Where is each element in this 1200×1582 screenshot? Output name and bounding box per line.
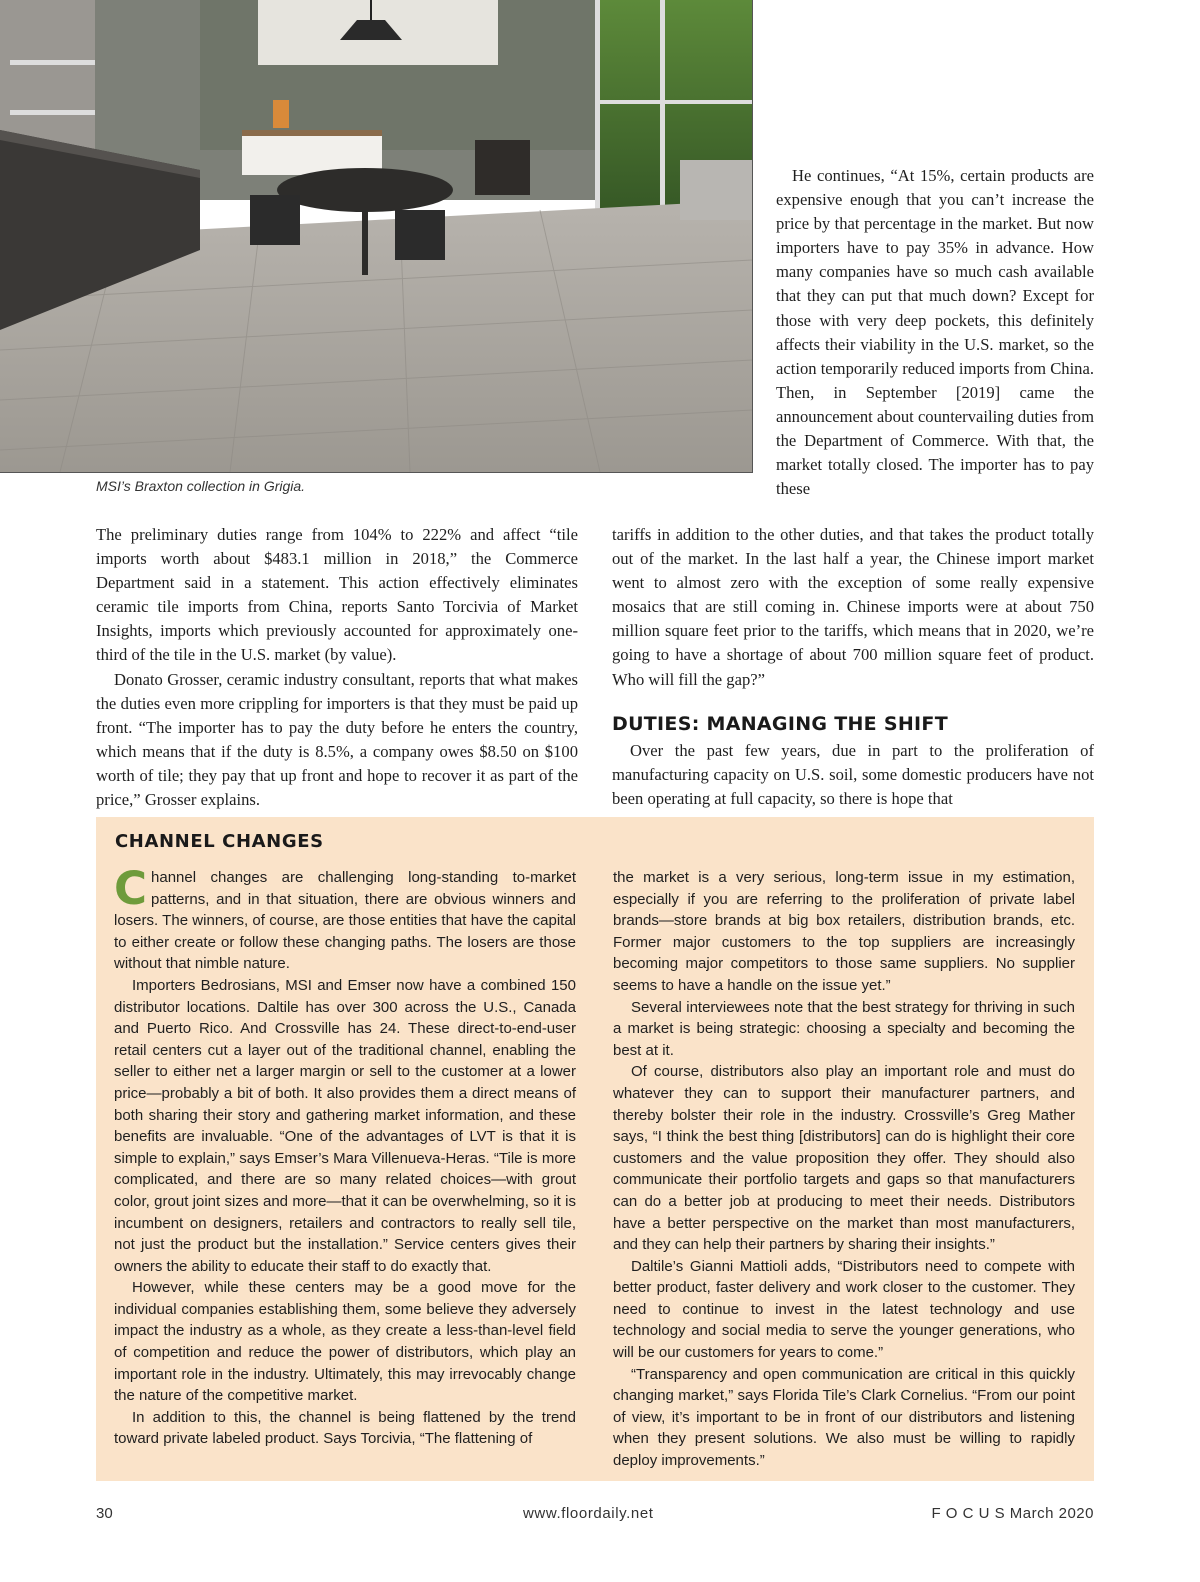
sidebar-paragraph: Of course, distributors also play an important role and must do whatever they can to support their manufacturer partners, and thereby bolster their role in the industry. Crossville’s Greg Mather says, “I think the best thing [distributors] can do is highlight their core customers and the value proposition they offer. They should also communicate their portfolio targets and gaps so that manufacturers can do a better job at producing to meet their needs. Distributors have a better perspective on the market than most manufacturers, and they can help their partners by sharing their insights.” [613, 1063, 1075, 1254]
article-left-column [96, 523, 578, 812]
sidebar-paragraph: Channel changes are challenging long-standing to-market patterns, and in that situation, there are obvious winners and losers. The winners, of course, are those entities that have the capital to either create or follow these changing paths. The losers are those without that nimble nature. [114, 862, 576, 973]
room-photo [0, 0, 753, 473]
article-paragraph: Donato Grosser, ceramic industry consultant, reports that what makes the duties even more crippling for importers is that they must be paid up front. “The importer has to pay the duty before he enters the country, which means that if the duty is 8.5%, a company owes $8.50 on $100 worth of tile; they pay that up front and hope to recover it as part of the price,” Grosser explains. [96, 669, 578, 810]
page-number: 30 [96, 1505, 113, 1522]
photo-caption: MSI’s Braxton collection in Grigia. [96, 478, 306, 494]
article-quote-continued: He continues, “At 15%, certain products are expensive enough that you can’t increase the price by that percentage in the market. But now importers have to pay 35% in advance. How many companies have so much cash available that they can put that much down? Except for those with very deep pockets, this definitely affects their viability in the U.S. market, so the action temporarily reduced imports from China. Then, in September [2019] came the announcement about countervailing duties from the Department of Commerce. With that, the market totally closed. The importer has to pay these [776, 166, 1094, 499]
sidebar-paragraph: Daltile’s Gianni Mattioli adds, “Distributors need to compete with better product, faster delivery and work closer to the customer. They need to continue to invest in the latest technology and use technology and social media to serve the younger generations, who will be our customers for years to come.” [613, 1257, 1075, 1362]
sidebar-box [96, 817, 1094, 1481]
sidebar-paragraph: “Transparency and open communication are critical in this quickly changing market,” says Florida Tile’s Clark Cornelius. “From our point of view, it’s important to be in front of our distributors and listening when they present solutions. We also must be willing to rapidly deploy improvements.” [613, 1365, 1075, 1470]
sidebar-right-column [613, 867, 1075, 1472]
sidebar-left-column [114, 862, 576, 1450]
footer-magazine-issue: F O C U S March 2020 [931, 1505, 1094, 1522]
footer-url: www.floordaily.net [523, 1505, 654, 1522]
article-paragraph: tariffs in addition to the other duties, and that takes the product totally out of the market. In the last half a year, the Chinese import market went to almost zero with the exception of some really expensive mosaics that are still coming in. Chinese imports were at about 750 million square feet prior to the tariffs, which means that in 2020, we’re going to have a shortage of about 700 million square feet of product. Who will fill the gap?” [612, 525, 1094, 689]
sidebar-paragraph: the market is a very serious, long-term issue in my estimation, especially if you are referring to the proliferation of private label brands—store brands at big box retailers, distribution brands, etc. Former major customers to the top suppliers are increasingly becoming major competitors to those same suppliers. No supplier seems to have a handle on the issue yet.” [613, 869, 1075, 994]
sidebar-paragraph: Importers Bedrosians, MSI and Emser now have a combined 150 distributor locations. Daltile has over 300 across the U.S., Canada and Puerto Rico. And Crossville has 24. These direct-to-end-user retail centers cut a layer out of the traditional channel, enabling the seller to either net a larger margin or sell to the customer at a lower price—probably a bit of both. It also provides them a direct means of both sharing their story and gathering market information, and these benefits are invaluable. “One of the advantages of LVT is that it is simple to explain,” says Emser’s Mara Villenueva-Heras. “Tile is more complicated, and there are so many related choices—with grout color, grout joint sizes and more—that it can be overwhelming, so it is incumbent on designers, retailers and contractors to really sell tile, not just the product but the installation.” Service centers gives their owners the ability to educate their staff to do exactly that. [114, 976, 576, 1275]
sidebar-paragraph: However, while these centers may be a good move for the individual companies establishing them, some believe they adversely impact the industry as a whole, as they create a less-than-level field of competition and reduce the power of distributors, which play an important role in the industry. Ultimately, this may irrevocably change the nature of the competitive market. [114, 1279, 576, 1405]
drop-cap: C [114, 862, 148, 915]
sidebar-paragraph: Several interviewees note that the best strategy for thriving in such a market is being strategic: choosing a specialty and becoming the best at it. [613, 998, 1075, 1059]
section-heading: DUTIES: MANAGING THE SHIFT [612, 713, 948, 735]
article-paragraph: The preliminary duties range from 104% to 222% and affect “tile imports worth about $483.1 million in 2018,” the Commerce Department said in a statement. This action effectively eliminates ceramic tile imports from China, reports Santo Torcivia of Market Insights, imports which previously accounted for approximately one-third of the tile in the U.S. market (by value). [96, 525, 578, 665]
sidebar-title: CHANNEL CHANGES [115, 831, 324, 852]
sidebar-paragraph: In addition to this, the channel is being flattened by the trend toward private labeled product. Says Torcivia, “The flattening of [114, 1408, 576, 1448]
article-paragraph: Over the past few years, due in part to the proliferation of manufacturing capacity on U.S. soil, some domestic producers have not been operating at full capacity, so there is hope that [612, 741, 1094, 809]
